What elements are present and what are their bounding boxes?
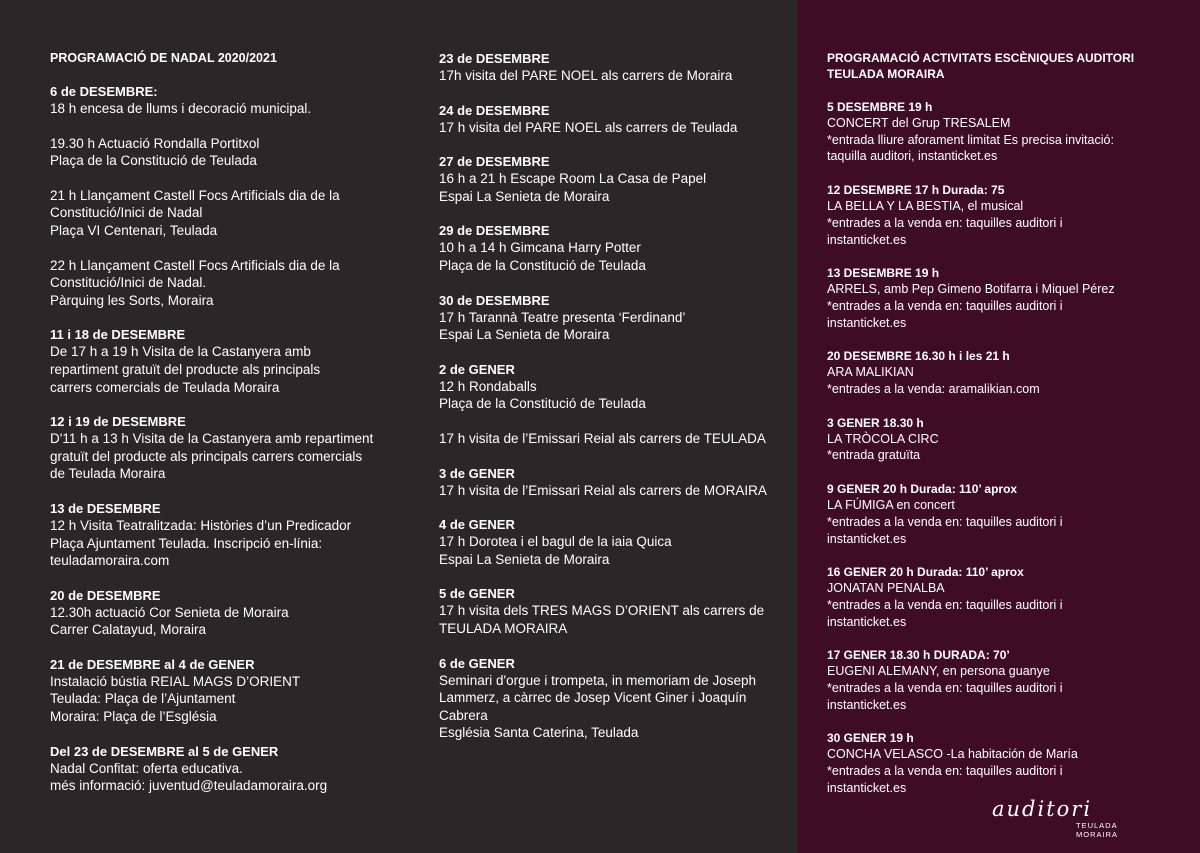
event-detail: Constitució/Inici de Nadal	[50, 205, 203, 221]
event-date: 30 GENER 19 h	[827, 731, 914, 746]
event-detail: 22 h Llançament Castell Focs Artificials dia de la	[50, 257, 340, 273]
event-date: 6 de DESEMBRE:	[50, 84, 158, 99]
event-block	[439, 102, 779, 137]
event-detail: Teulada: Plaça de l’Ajuntament	[50, 691, 236, 707]
event-detail: TEULADA MORAIRA	[439, 620, 568, 636]
event-gap	[50, 240, 395, 257]
event-detail: Espai La Senieta de Moraira	[439, 551, 610, 567]
event-gap	[439, 568, 779, 585]
event-detail: 17 h visita dels TRES MAGS D’ORIENT als carrers de	[439, 603, 765, 619]
event-detail: 10 h a 14 h Gimcana Harry Potter	[439, 240, 641, 256]
event-date: 29 de DESEMBRE	[439, 223, 550, 239]
event-detail: teuladamoraira.com	[50, 553, 170, 569]
event-date: 12 i 19 de DESEMBRE	[50, 414, 186, 430]
event-block	[439, 50, 779, 85]
event-date: 27 de DESEMBRE	[439, 154, 550, 170]
event-detail: Església Santa Caterina, Teulada	[439, 725, 639, 741]
event-gap	[439, 344, 779, 361]
event-detail: de Teulada Moraira	[50, 466, 166, 482]
event-date: 13 DESEMBRE 19 h	[827, 266, 940, 281]
event-block	[50, 326, 395, 396]
event-block	[439, 292, 779, 344]
event-date: 9 GENER 20 h Durada: 110’ aprox	[827, 482, 1018, 497]
event-date: 3 GENER 18.30 h	[827, 415, 924, 430]
event-detail: *entrades a la venda en: taquilles auditori i	[827, 597, 1063, 612]
event-detail: Plaça VI Centenari, Teulada	[50, 222, 218, 238]
event-detail: 21 h Llançament Castell Focs Artificials dia de la	[50, 187, 340, 203]
event-gap	[827, 165, 1187, 182]
event-detail: Carrer Calatayud, Moraira	[50, 622, 207, 638]
event-gap	[50, 309, 395, 326]
event-gap	[439, 205, 779, 222]
event-block	[50, 413, 395, 483]
event-date: 24 de DESEMBRE	[439, 102, 550, 118]
event-gap	[439, 413, 779, 430]
event-detail: CONCHA VELASCO -La habitación de María	[827, 747, 1078, 762]
event-detail: Nadal Confitat: oferta educativa.	[50, 760, 243, 776]
event-detail: *entrades a la venda en: taquilles auditori i	[827, 681, 1063, 696]
event-detail: *entrades a la venda en: taquilles auditori i	[827, 298, 1063, 313]
event-detail: 17 h Tarannà Teatre presenta ‘Ferdinand’	[439, 309, 686, 325]
event-gap	[50, 396, 395, 413]
event-block	[50, 187, 395, 240]
event-gap	[827, 464, 1187, 481]
event-detail: 17 h visita del PARE NOEL als carrers de Teulada	[439, 119, 738, 135]
event-gap	[439, 136, 779, 153]
middle-events	[439, 50, 779, 742]
event-block	[439, 430, 779, 448]
event-detail: LA FÚMIGA en concert	[827, 498, 955, 513]
event-block	[827, 415, 1187, 464]
event-detail: 12.30h actuació Cor Senieta de Moraira	[50, 604, 289, 620]
event-detail: Plaça de la Constitució de Teulada	[439, 396, 646, 412]
event-block	[439, 222, 779, 274]
event-date: 13 de DESEMBRE	[50, 500, 161, 516]
event-block	[827, 348, 1187, 397]
event-detail: D'11 h a 13 h Visita de la Castanyera amb repartiment	[50, 431, 374, 447]
event-detail: instanticket.es	[827, 614, 907, 629]
event-block	[50, 257, 395, 310]
event-detail: LA BELLA Y LA BESTIA, el musical	[827, 199, 1024, 214]
event-date: 21 de DESEMBRE al 4 de GENER	[50, 656, 255, 672]
event-block	[50, 587, 395, 639]
event-date: 12 DESEMBRE 17 h Durada: 75	[827, 183, 1005, 198]
event-date: 4 de GENER	[439, 517, 515, 533]
event-gap	[827, 630, 1187, 647]
auditori-logo	[990, 797, 1160, 839]
event-gap	[50, 170, 395, 187]
event-gap	[439, 85, 779, 102]
event-detail: *entrades a la venda en: taquilles auditori i	[827, 215, 1063, 230]
event-gap	[439, 638, 779, 655]
event-block	[827, 265, 1187, 331]
event-date: 17 GENER 18.30 h DURADA: 70’	[827, 648, 1010, 663]
event-detail: 17 h visita de l’Emissari Reial als carrers de TEULADA	[439, 430, 766, 446]
event-gap	[50, 118, 395, 135]
event-detail: ARA MALIKIAN	[827, 365, 914, 380]
event-gap	[439, 448, 779, 465]
event-gap	[50, 639, 395, 656]
event-date: Del 23 de DESEMBRE al 5 de GENER	[50, 743, 279, 759]
event-detail: *entrades a la venda en: taquilles auditori i	[827, 764, 1063, 779]
event-gap	[50, 570, 395, 587]
event-date: 30 de DESEMBRE	[439, 292, 550, 308]
event-gap	[827, 713, 1187, 730]
event-detail: Lammerz, a càrrec de Josep Vicent Giner i Joaquín	[439, 690, 747, 706]
auditori-title-line-1: PROGRAMACIÓ ACTIVITATS ESCÈNIQUES AUDITORI	[827, 51, 1135, 65]
event-detail: 17 h Dorotea i el bagul de la iaia Quica	[439, 534, 672, 550]
event-detail: *entrades a la venda en: taquilles auditori i	[827, 514, 1063, 529]
event-date: 20 de DESEMBRE	[50, 587, 161, 603]
event-block	[50, 500, 395, 570]
event-gap	[827, 248, 1187, 265]
event-detail: instanticket.es	[827, 780, 907, 795]
event-block	[827, 481, 1187, 547]
event-detail: *entrada lliure aforament limitat Es precisa invitació:	[827, 132, 1114, 147]
event-date: 23 de DESEMBRE	[439, 51, 550, 66]
program-title: PROGRAMACIÓ DE NADAL 2020/2021	[50, 51, 277, 65]
event-detail: taquilla auditori, instanticket.es	[827, 149, 998, 164]
event-block	[50, 656, 395, 726]
event-detail: Pàrquing les Sorts, Moraira	[50, 292, 214, 308]
event-block	[439, 516, 779, 568]
event-detail: JONATAN PENALBA	[827, 581, 945, 596]
event-block	[439, 153, 779, 205]
event-detail: *entrades a la venda: aramalikian.com	[827, 382, 1040, 397]
event-date: 5 de GENER	[439, 586, 515, 602]
event-detail: 19.30 h Actuació Rondalla Portitxol	[50, 135, 260, 151]
left-column	[50, 50, 395, 795]
event-gap	[827, 331, 1187, 348]
event-block	[439, 361, 779, 413]
event-date: 20 DESEMBRE 16.30 h i les 21 h	[827, 349, 1010, 364]
event-detail: instanticket.es	[827, 232, 907, 247]
auditori-panel	[797, 0, 1200, 853]
event-detail: 17 h visita de l’Emissari Reial als carrers de MORAIRA	[439, 482, 767, 498]
event-detail: CONCERT del Grup TRESALEM	[827, 116, 1011, 130]
event-block	[827, 182, 1187, 248]
auditori-title-line-2: TEULADA MORAIRA	[827, 67, 945, 81]
event-gap	[827, 398, 1187, 415]
event-gap	[50, 483, 395, 500]
event-detail: 12 h Visita Teatralitzada: Històries d’un Predicador	[50, 517, 352, 533]
auditori-logo-script: auditori	[992, 797, 1093, 821]
event-detail: instanticket.es	[827, 315, 907, 330]
middle-column	[439, 50, 779, 742]
event-block	[827, 730, 1187, 796]
event-block	[439, 465, 779, 500]
event-detail: Plaça de la Constitució de Teulada	[50, 153, 257, 169]
event-detail: instanticket.es	[827, 531, 907, 546]
event-block	[439, 585, 779, 637]
event-gap	[50, 726, 395, 743]
event-detail: Instalació bústia REIAL MAGS D’ORIENT	[50, 673, 301, 689]
event-gap	[827, 547, 1187, 564]
auditori-logo-sub: TEULADA MORAIRA	[1076, 821, 1119, 839]
event-detail: Espai La Senieta de Moraira	[439, 327, 610, 343]
event-detail: Seminari d'orgue i trompeta, in memoriam de Joseph	[439, 672, 756, 688]
event-block	[50, 743, 395, 795]
event-detail: Constitució/Inici de Nadal.	[50, 275, 207, 291]
event-block	[827, 564, 1187, 630]
event-detail: 12 h Rondaballs	[439, 378, 537, 394]
right-events	[827, 82, 1187, 797]
event-detail: Espai La Senieta de Moraira	[439, 188, 610, 204]
event-detail: 16 h a 21 h Escape Room La Casa de Papel	[439, 171, 707, 187]
event-detail: instanticket.es	[827, 697, 907, 712]
event-date: 11 i 18 de DESEMBRE	[50, 327, 186, 343]
event-detail: 17h visita del PARE NOEL als carrers de Moraira	[439, 68, 733, 83]
event-detail: ARRELS, amb Pep Gimeno Botifarra i Miquel Pérez	[827, 282, 1115, 297]
event-detail: gratuït del producte als principals carrers comercials	[50, 448, 363, 464]
event-block	[439, 655, 779, 742]
event-gap	[439, 499, 779, 516]
event-detail: Moraira: Plaça de l’Església	[50, 709, 217, 725]
event-detail: Cabrera	[439, 707, 488, 723]
event-block	[827, 99, 1187, 165]
event-date: 2 de GENER	[439, 361, 515, 377]
event-date: 5 DESEMBRE 19 h	[827, 100, 933, 114]
event-detail: més informació: juventud@teuladamoraira.org	[50, 778, 328, 794]
event-detail: Plaça de la Constitució de Teulada	[439, 257, 646, 273]
right-column	[827, 50, 1187, 797]
event-detail: carrers comercials de Teulada Moraira	[50, 379, 280, 395]
event-date: 3 de GENER	[439, 465, 515, 481]
event-detail: De 17 h a 19 h Visita de la Castanyera amb	[50, 344, 311, 360]
event-detail: Plaça Ajuntament Teulada. Inscripció en-línia:	[50, 535, 323, 551]
event-detail: 18 h encesa de llums i decoració municipal.	[50, 101, 312, 116]
event-gap	[50, 66, 395, 83]
event-block	[50, 83, 395, 118]
event-gap	[439, 275, 779, 292]
event-detail: LA TRÒCOLA CIRC	[827, 431, 939, 446]
left-events	[50, 66, 395, 795]
event-detail: EUGENI ALEMANY, en persona guanye	[827, 664, 1050, 679]
event-detail: repartiment gratuït del producte als principals	[50, 361, 321, 377]
event-block	[827, 647, 1187, 713]
event-date: 16 GENER 20 h Durada: 110’ aprox	[827, 565, 1024, 580]
event-date: 6 de GENER	[439, 655, 515, 671]
event-block	[50, 135, 395, 170]
event-gap	[827, 82, 1187, 99]
event-detail: *entrada gratuïta	[827, 448, 921, 463]
